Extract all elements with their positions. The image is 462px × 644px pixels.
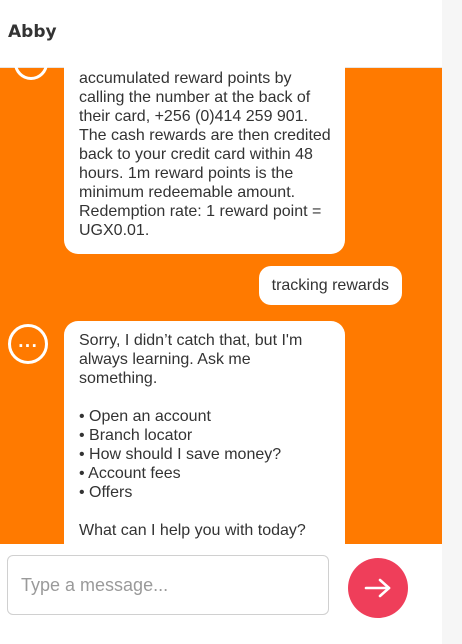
scrollbar-track[interactable] [442, 0, 462, 644]
message-list[interactable] [0, 51, 442, 544]
arrow-right-icon [364, 578, 392, 598]
message-composer [0, 544, 442, 644]
message-input[interactable] [8, 556, 328, 614]
assistant-name: Abby [8, 22, 57, 42]
bot-avatar-icon: ... [8, 324, 48, 364]
message-input-container[interactable] [7, 555, 329, 615]
bot-message: accumulated reward points by calling the number at the back of their card, +256 (0)414 259 901. The cash rewards are then credited back to your credit card within 48 hours. 1m reward points is the minimum redeemable amount. Redemption rate: 1 reward point = UGX0.01. [64, 48, 345, 254]
bot-avatar-icon: ... [14, 46, 48, 80]
bot-message: Sorry, I didn’t catch that, but I'm always learning. Ask me something. • Open an account • Branch locator • How should I save money? • Account fees • Offers What can I help you with today? [64, 321, 345, 581]
user-message: tracking rewards [259, 266, 402, 305]
send-button[interactable] [348, 558, 408, 618]
